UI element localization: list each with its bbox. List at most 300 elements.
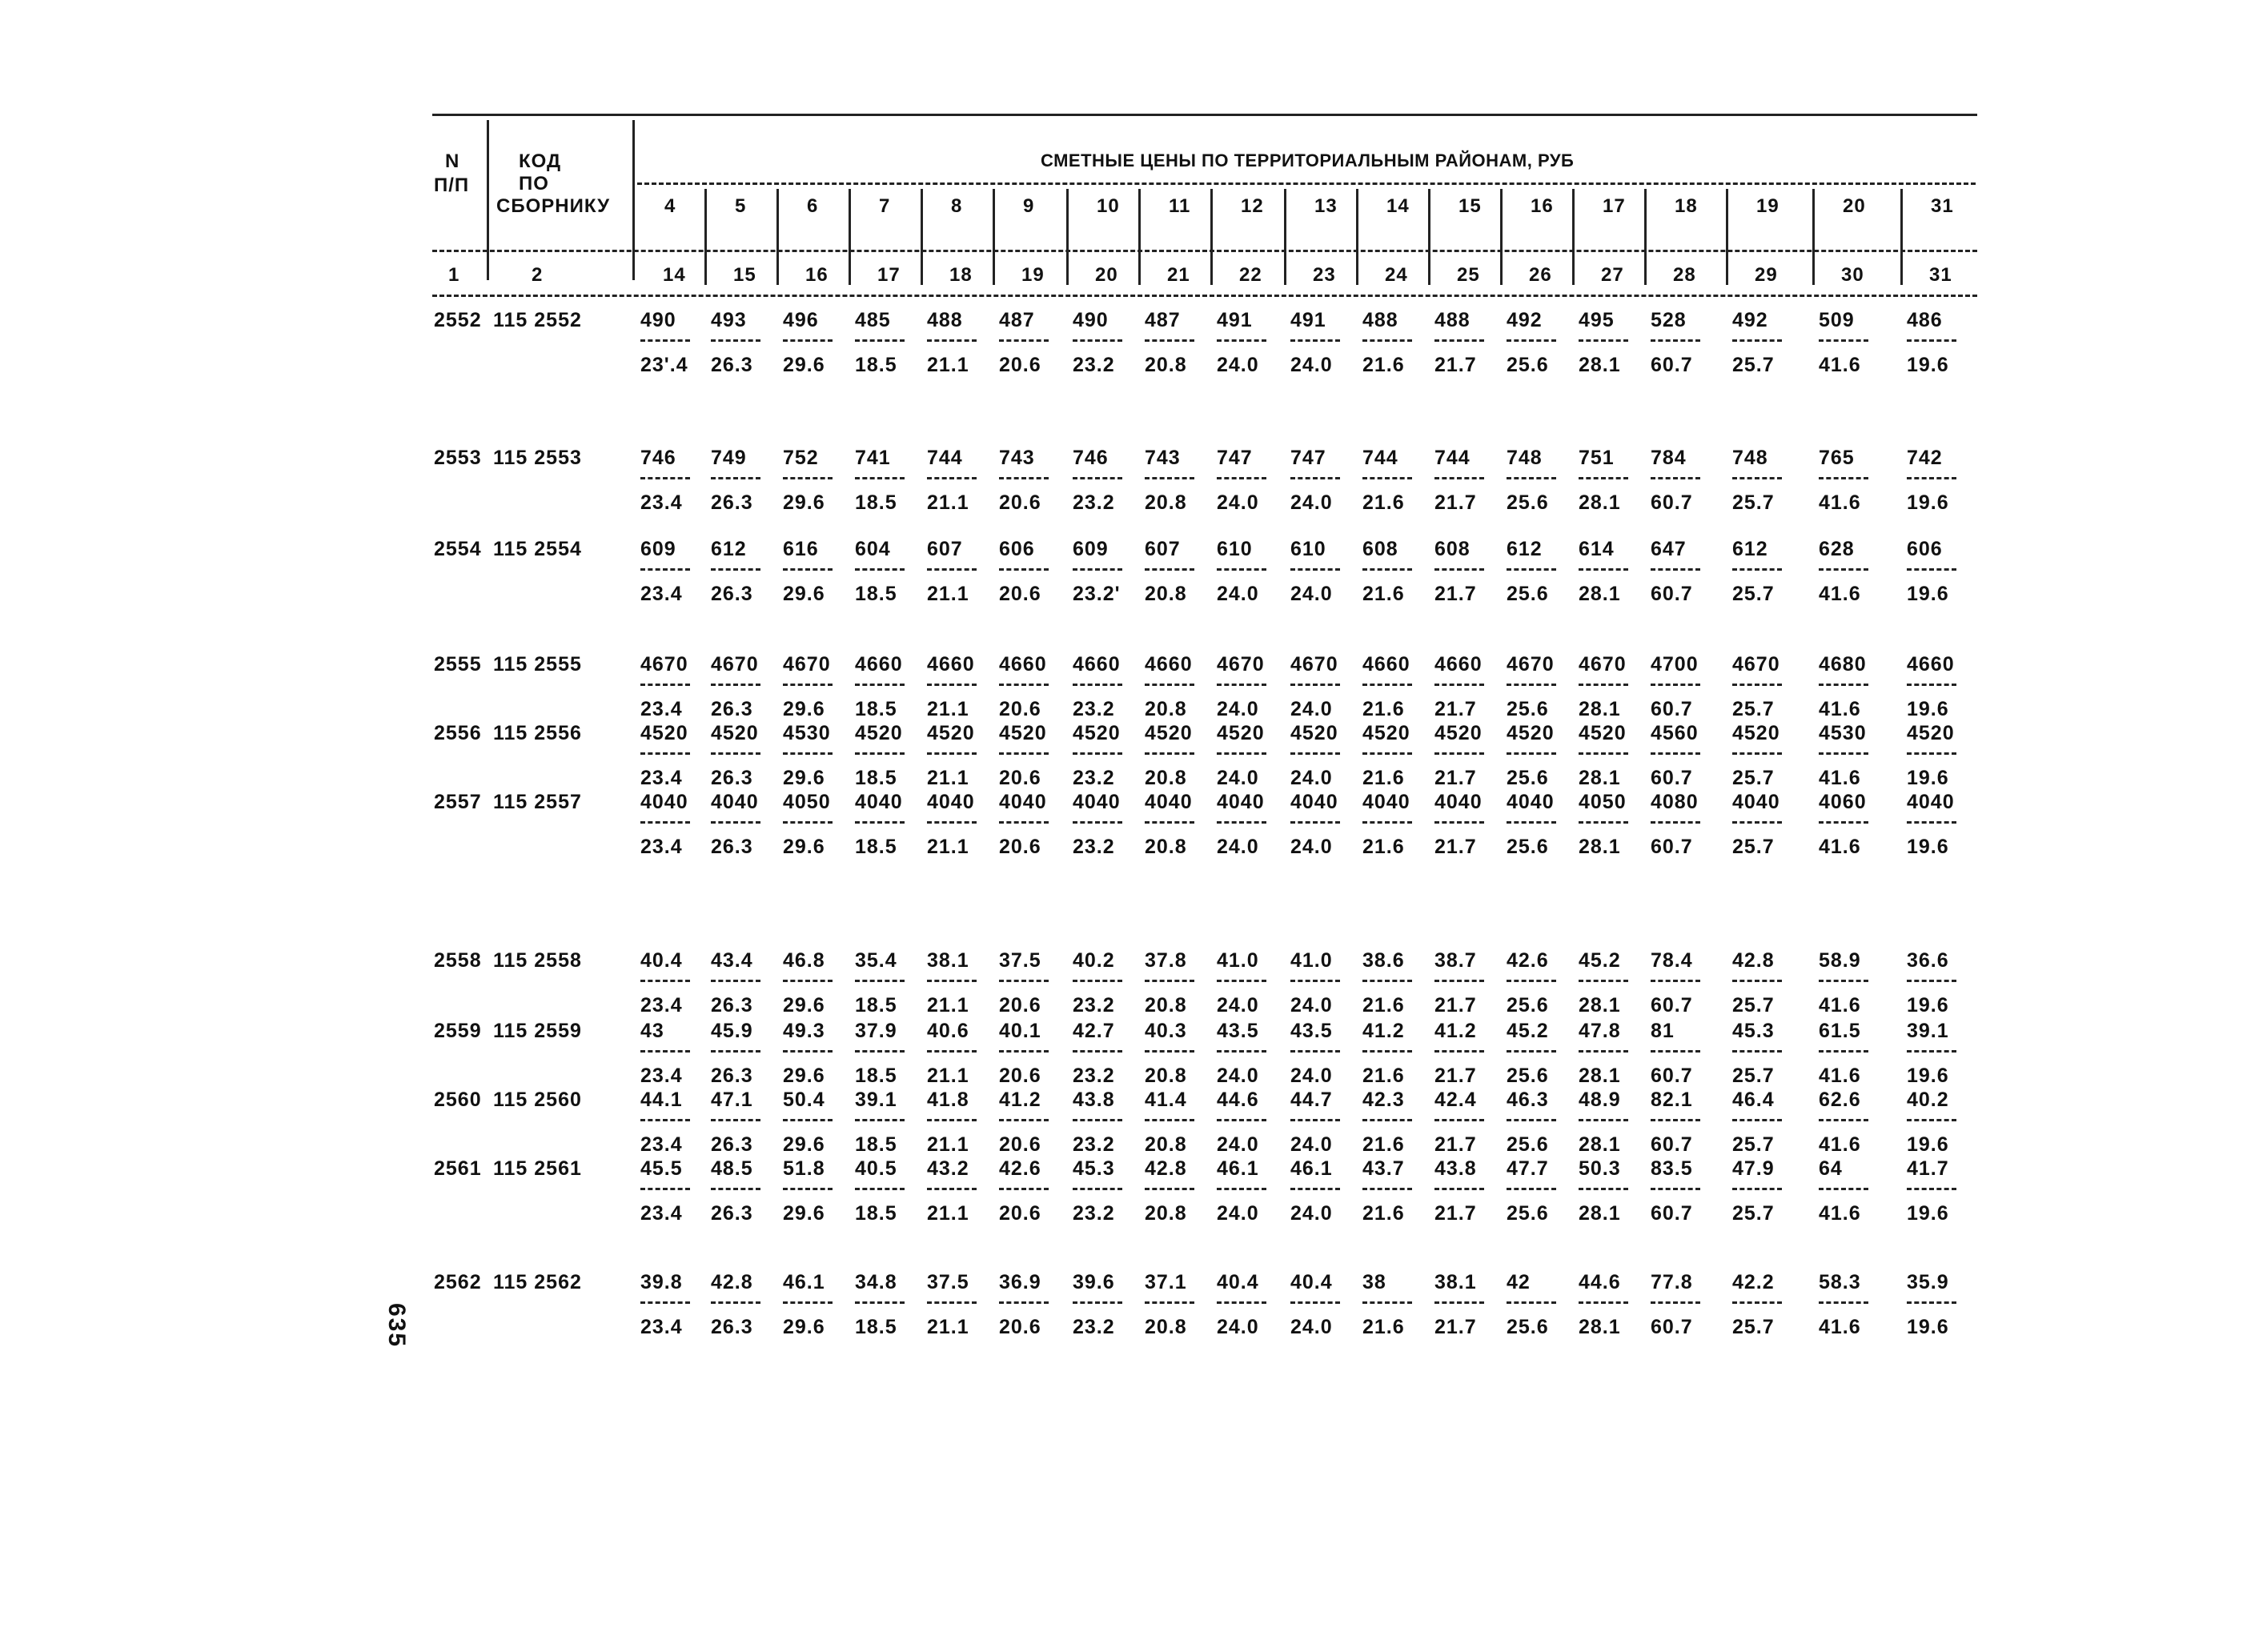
- fraction-line: [1732, 821, 1782, 824]
- fraction-line: [927, 568, 977, 571]
- price-value: 614: [1579, 538, 1615, 560]
- price-value: 612: [1507, 538, 1543, 560]
- price-value: 4700: [1651, 653, 1699, 676]
- district-divider: [1572, 189, 1575, 285]
- price-value: 46.3: [1507, 1089, 1549, 1111]
- fraction-line: [1507, 1119, 1556, 1121]
- fraction-line: [927, 980, 977, 982]
- fraction-line: [855, 1119, 905, 1121]
- index-value: 19.6: [1907, 767, 1949, 789]
- index-value: 25.6: [1507, 994, 1549, 1016]
- row-number: 2557: [434, 791, 482, 813]
- index-value: 21.1: [927, 583, 969, 605]
- district-header-cell: 7: [879, 195, 891, 217]
- price-value: 46.1: [1217, 1157, 1259, 1180]
- price-value: 38.1: [1434, 1271, 1477, 1293]
- top-rule: [432, 114, 1977, 116]
- fraction-line: [1907, 1188, 1956, 1190]
- price-value: 491: [1290, 309, 1326, 331]
- price-value: 4670: [640, 653, 688, 676]
- index-value: 24.0: [1290, 491, 1333, 514]
- index-value: 29.6: [783, 583, 825, 605]
- row-code: 115 2553: [493, 447, 582, 469]
- district-divider: [1356, 189, 1358, 285]
- fraction-line: [1217, 1119, 1266, 1121]
- price-value: 42.8: [711, 1271, 753, 1293]
- index-value: 20.6: [999, 1065, 1041, 1087]
- price-value: 48.9: [1579, 1089, 1621, 1111]
- row-code: 115 2560: [493, 1089, 582, 1111]
- price-value: 4040: [1073, 791, 1121, 813]
- fraction-line: [640, 1188, 690, 1190]
- fraction-line: [640, 1119, 690, 1121]
- fraction-line: [640, 1301, 690, 1304]
- header-code-2: ПО: [519, 173, 549, 194]
- district-header-cell: 15: [1459, 195, 1482, 217]
- fraction-line: [1434, 1050, 1484, 1053]
- price-value: 51.8: [783, 1157, 825, 1180]
- index-cell: 28: [1673, 264, 1696, 286]
- price-value: 42.6: [999, 1157, 1041, 1180]
- price-value: 4520: [1434, 722, 1483, 744]
- price-value: 46.1: [1290, 1157, 1333, 1180]
- index-value: 21.1: [927, 1133, 969, 1156]
- index-value: 21.6: [1362, 1202, 1405, 1225]
- fraction-line: [1579, 1188, 1628, 1190]
- price-value: 50.4: [783, 1089, 825, 1111]
- index-value: 19.6: [1907, 1133, 1949, 1156]
- index-cell: 27: [1601, 264, 1624, 286]
- price-value: 46.8: [783, 949, 825, 972]
- index-value: 23.4: [640, 698, 683, 720]
- index-value: 28.1: [1579, 1202, 1621, 1225]
- price-value: 40.2: [1907, 1089, 1949, 1111]
- fraction-line: [1073, 980, 1122, 982]
- index-value: 24.0: [1217, 698, 1259, 720]
- index-value: 19.6: [1907, 583, 1949, 605]
- row-number: 2556: [434, 722, 482, 744]
- price-value: 765: [1819, 447, 1855, 469]
- row-number: 2552: [434, 309, 482, 331]
- header-np-n: N: [445, 150, 460, 172]
- index-value: 28.1: [1579, 583, 1621, 605]
- index-value: 60.7: [1651, 1202, 1693, 1225]
- index-value: 28.1: [1579, 698, 1621, 720]
- price-value: 39.1: [855, 1089, 897, 1111]
- price-value: 41.2: [1362, 1020, 1405, 1042]
- price-value: 40.4: [1217, 1271, 1259, 1293]
- row-code: 115 2559: [493, 1020, 582, 1042]
- price-value: 77.8: [1651, 1271, 1693, 1293]
- price-value: 607: [927, 538, 963, 560]
- fraction-line: [1145, 752, 1194, 755]
- fraction-line: [1217, 684, 1266, 686]
- index-value: 41.6: [1819, 836, 1861, 858]
- district-header-cell: 14: [1386, 195, 1410, 217]
- price-value: 35.4: [855, 949, 897, 972]
- index-value: 19.6: [1907, 491, 1949, 514]
- fraction-line: [855, 1050, 905, 1053]
- price-value: 610: [1217, 538, 1253, 560]
- index-value: 21.7: [1434, 698, 1477, 720]
- index-value: 28.1: [1579, 767, 1621, 789]
- price-value: 4520: [711, 722, 759, 744]
- fraction-line: [1579, 477, 1628, 479]
- fraction-line: [711, 1301, 760, 1304]
- index-value: 41.6: [1819, 354, 1861, 376]
- price-value: 4660: [1434, 653, 1483, 676]
- index-value: 26.3: [711, 698, 753, 720]
- fraction-line: [999, 339, 1049, 342]
- index-value: 21.7: [1434, 994, 1477, 1016]
- index-value: 23.4: [640, 1202, 683, 1225]
- price-value: 612: [1732, 538, 1768, 560]
- fraction-line: [927, 339, 977, 342]
- fraction-line: [1579, 752, 1628, 755]
- price-value: 42.2: [1732, 1271, 1775, 1293]
- index-value: 21.1: [927, 1065, 969, 1087]
- price-value: 43.5: [1217, 1020, 1259, 1042]
- index-value: 20.8: [1145, 354, 1187, 376]
- price-value: 35.9: [1907, 1271, 1949, 1293]
- fraction-line: [1819, 752, 1868, 755]
- index-value: 21.1: [927, 354, 969, 376]
- price-value: 744: [1434, 447, 1471, 469]
- price-value: 42.8: [1732, 949, 1775, 972]
- fraction-line: [783, 684, 833, 686]
- index-underline: [432, 295, 1977, 297]
- fraction-line: [640, 684, 690, 686]
- fraction-line: [1819, 684, 1868, 686]
- fraction-line: [783, 752, 833, 755]
- row-code: 115 2556: [493, 722, 582, 744]
- price-value: 48.5: [711, 1157, 753, 1180]
- price-value: 4040: [1434, 791, 1483, 813]
- fraction-line: [1579, 980, 1628, 982]
- fraction-line: [711, 339, 760, 342]
- fraction-line: [1073, 568, 1122, 571]
- fraction-line: [1073, 1050, 1122, 1053]
- fraction-line: [1362, 1301, 1412, 1304]
- index-value: 28.1: [1579, 354, 1621, 376]
- index-value: 23.2: [1073, 1065, 1115, 1087]
- fraction-line: [1145, 339, 1194, 342]
- index-value: 21.6: [1362, 994, 1405, 1016]
- index-value: 21.1: [927, 836, 969, 858]
- price-value: 4520: [1907, 722, 1955, 744]
- fraction-line: [1732, 477, 1782, 479]
- index-value: 23.2: [1073, 836, 1115, 858]
- fraction-line: [1651, 477, 1700, 479]
- price-value: 42.3: [1362, 1089, 1405, 1111]
- price-value: 42.7: [1073, 1020, 1115, 1042]
- price-value: 604: [855, 538, 891, 560]
- fraction-line: [999, 821, 1049, 824]
- price-value: 743: [1145, 447, 1181, 469]
- price-value: 4050: [783, 791, 831, 813]
- fraction-line: [1362, 980, 1412, 982]
- index-value: 20.8: [1145, 836, 1187, 858]
- price-value: 4520: [1732, 722, 1780, 744]
- index-value: 24.0: [1290, 1133, 1333, 1156]
- district-divider: [993, 189, 995, 285]
- district-divider: [776, 189, 779, 285]
- index-value: 26.3: [711, 1202, 753, 1225]
- index-value: 29.6: [783, 1133, 825, 1156]
- index-value: 18.5: [855, 994, 897, 1016]
- index-value: 21.1: [927, 698, 969, 720]
- fraction-line: [1907, 980, 1956, 982]
- fraction-line: [1651, 1301, 1700, 1304]
- price-value: 4660: [1907, 653, 1955, 676]
- index-value: 21.6: [1362, 836, 1405, 858]
- index-value: 41.6: [1819, 767, 1861, 789]
- price-value: 40.4: [640, 949, 683, 972]
- price-value: 4670: [711, 653, 759, 676]
- fraction-line: [999, 1301, 1049, 1304]
- fraction-line: [640, 821, 690, 824]
- row-code: 115 2562: [493, 1271, 582, 1293]
- index-value: 21.6: [1362, 1133, 1405, 1156]
- index-value: 21.7: [1434, 491, 1477, 514]
- price-value: 610: [1290, 538, 1326, 560]
- fraction-line: [1434, 980, 1484, 982]
- price-value: 4520: [1217, 722, 1265, 744]
- fraction-line: [1362, 477, 1412, 479]
- index-value: 25.7: [1732, 1316, 1775, 1338]
- price-value: 4080: [1651, 791, 1699, 813]
- price-value: 4060: [1819, 791, 1867, 813]
- fraction-line: [711, 568, 760, 571]
- fraction-line: [1362, 684, 1412, 686]
- index-value: 23.4: [640, 583, 683, 605]
- index-value: 23.2: [1073, 698, 1115, 720]
- price-value: 4670: [783, 653, 831, 676]
- fraction-line: [1651, 568, 1700, 571]
- price-value: 743: [999, 447, 1035, 469]
- index-value: 23.2: [1073, 1133, 1115, 1156]
- index-value: 28.1: [1579, 491, 1621, 514]
- index-value: 21.6: [1362, 491, 1405, 514]
- index-value: 23.2': [1073, 583, 1121, 605]
- district-divider: [1900, 189, 1903, 285]
- index-value: 23.2: [1073, 1202, 1115, 1225]
- price-value: 43.2: [927, 1157, 969, 1180]
- index-value: 60.7: [1651, 583, 1693, 605]
- row-number: 2555: [434, 653, 482, 676]
- district-divider: [1500, 189, 1503, 285]
- district-divider: [704, 189, 707, 285]
- fraction-line: [1362, 752, 1412, 755]
- index-value: 20.6: [999, 354, 1041, 376]
- fraction-line: [1290, 684, 1340, 686]
- fraction-line: [1434, 821, 1484, 824]
- price-value: 4660: [1362, 653, 1410, 676]
- index-value: 21.6: [1362, 354, 1405, 376]
- fraction-line: [1073, 821, 1122, 824]
- index-value: 28.1: [1579, 994, 1621, 1016]
- price-value: 37.9: [855, 1020, 897, 1042]
- price-value: 64: [1819, 1157, 1843, 1180]
- fraction-line: [927, 1188, 977, 1190]
- price-value: 83.5: [1651, 1157, 1693, 1180]
- fraction-line: [1290, 752, 1340, 755]
- price-value: 490: [1073, 309, 1109, 331]
- fraction-line: [1217, 752, 1266, 755]
- price-value: 612: [711, 538, 747, 560]
- price-value: 41.7: [1907, 1157, 1949, 1180]
- fraction-line: [640, 339, 690, 342]
- fraction-line: [1732, 568, 1782, 571]
- fraction-line: [1819, 477, 1868, 479]
- index-value: 20.8: [1145, 767, 1187, 789]
- index-value: 25.7: [1732, 1065, 1775, 1087]
- fraction-line: [1507, 339, 1556, 342]
- fraction-line: [1290, 1301, 1340, 1304]
- fraction-line: [1819, 980, 1868, 982]
- index-value: 25.7: [1732, 994, 1775, 1016]
- index-value: 25.6: [1507, 767, 1549, 789]
- index-value: 23.2: [1073, 994, 1115, 1016]
- fraction-line: [711, 1050, 760, 1053]
- fraction-line: [1907, 752, 1956, 755]
- index-value: 25.6: [1507, 1133, 1549, 1156]
- district-underline: [432, 250, 1977, 252]
- index-value: 24.0: [1217, 1133, 1259, 1156]
- fraction-line: [1651, 821, 1700, 824]
- index-value: 24.0: [1217, 583, 1259, 605]
- price-value: 748: [1507, 447, 1543, 469]
- price-value: 40.3: [1145, 1020, 1187, 1042]
- index-value: 26.3: [711, 1065, 753, 1087]
- price-value: 4040: [1507, 791, 1555, 813]
- price-value: 45.9: [711, 1020, 753, 1042]
- index-value: 18.5: [855, 583, 897, 605]
- index-value: 19.6: [1907, 1202, 1949, 1225]
- index-value: 25.6: [1507, 698, 1549, 720]
- fraction-line: [1217, 980, 1266, 982]
- price-value: 4560: [1651, 722, 1699, 744]
- price-value: 78.4: [1651, 949, 1693, 972]
- row-number: 2560: [434, 1089, 482, 1111]
- index-value: 28.1: [1579, 1133, 1621, 1156]
- index-value: 21.7: [1434, 767, 1477, 789]
- fraction-line: [711, 1188, 760, 1190]
- price-value: 746: [640, 447, 676, 469]
- price-value: 4040: [999, 791, 1047, 813]
- price-value: 751: [1579, 447, 1615, 469]
- fraction-line: [1507, 477, 1556, 479]
- index-value: 29.6: [783, 491, 825, 514]
- index-value: 19.6: [1907, 1316, 1949, 1338]
- fraction-line: [855, 1301, 905, 1304]
- index-value: 19.6: [1907, 836, 1949, 858]
- index-value: 21.1: [927, 1316, 969, 1338]
- price-value: 47.1: [711, 1089, 753, 1111]
- fraction-line: [1651, 1050, 1700, 1053]
- price-value: 4670: [1579, 653, 1627, 676]
- price-value: 44.6: [1579, 1271, 1621, 1293]
- index-value: 26.3: [711, 836, 753, 858]
- index-value: 20.6: [999, 583, 1041, 605]
- fraction-line: [783, 1050, 833, 1053]
- fraction-line: [1507, 752, 1556, 755]
- price-value: 741: [855, 447, 891, 469]
- title-underline: [637, 182, 1976, 185]
- fraction-line: [1217, 477, 1266, 479]
- index-value: 18.5: [855, 1316, 897, 1338]
- fraction-line: [927, 684, 977, 686]
- fraction-line: [1145, 684, 1194, 686]
- index-cell: 26: [1529, 264, 1552, 286]
- fraction-line: [1290, 339, 1340, 342]
- index-value: 23.4: [640, 1316, 683, 1338]
- index-value: 20.8: [1145, 994, 1187, 1016]
- fraction-line: [1819, 1050, 1868, 1053]
- fraction-line: [1579, 1301, 1628, 1304]
- fraction-line: [1362, 1188, 1412, 1190]
- index-value: 20.6: [999, 1202, 1041, 1225]
- district-divider: [1812, 189, 1815, 285]
- price-value: 43.7: [1362, 1157, 1405, 1180]
- fraction-line: [1819, 821, 1868, 824]
- price-value: 4670: [1217, 653, 1265, 676]
- index-value: 60.7: [1651, 1316, 1693, 1338]
- fraction-line: [1819, 1119, 1868, 1121]
- index-value: 24.0: [1290, 836, 1333, 858]
- price-value: 4520: [855, 722, 903, 744]
- price-value: 41.4: [1145, 1089, 1187, 1111]
- price-value: 488: [1362, 309, 1398, 331]
- fraction-line: [1732, 1050, 1782, 1053]
- fraction-line: [855, 752, 905, 755]
- price-value: 4520: [640, 722, 688, 744]
- price-value: 41.0: [1290, 949, 1333, 972]
- index-value: 28.1: [1579, 836, 1621, 858]
- index-value: 29.6: [783, 1316, 825, 1338]
- fraction-line: [1434, 684, 1484, 686]
- price-value: 4520: [1290, 722, 1338, 744]
- index-value: 18.5: [855, 767, 897, 789]
- fraction-line: [1434, 1119, 1484, 1121]
- index-value: 20.8: [1145, 583, 1187, 605]
- index-value: 29.6: [783, 767, 825, 789]
- price-value: 608: [1362, 538, 1398, 560]
- price-value: 4660: [927, 653, 975, 676]
- price-value: 4520: [1579, 722, 1627, 744]
- fraction-line: [1290, 1050, 1340, 1053]
- price-value: 41.0: [1217, 949, 1259, 972]
- index-value: 41.6: [1819, 583, 1861, 605]
- fraction-line: [783, 980, 833, 982]
- price-value: 4040: [855, 791, 903, 813]
- fraction-line: [711, 684, 760, 686]
- row-code: 115 2555: [493, 653, 582, 676]
- fraction-line: [1073, 339, 1122, 342]
- fraction-line: [783, 1119, 833, 1121]
- fraction-line: [1907, 1050, 1956, 1053]
- fraction-line: [1290, 821, 1340, 824]
- fraction-line: [1819, 568, 1868, 571]
- index-value: 25.7: [1732, 836, 1775, 858]
- index-value: 21.6: [1362, 767, 1405, 789]
- index-value: 24.0: [1290, 994, 1333, 1016]
- fraction-line: [999, 752, 1049, 755]
- header-code-3: СБОРНИКУ: [496, 195, 611, 217]
- index-value: 18.5: [855, 491, 897, 514]
- price-value: 47.8: [1579, 1020, 1621, 1042]
- index-value: 41.6: [1819, 698, 1861, 720]
